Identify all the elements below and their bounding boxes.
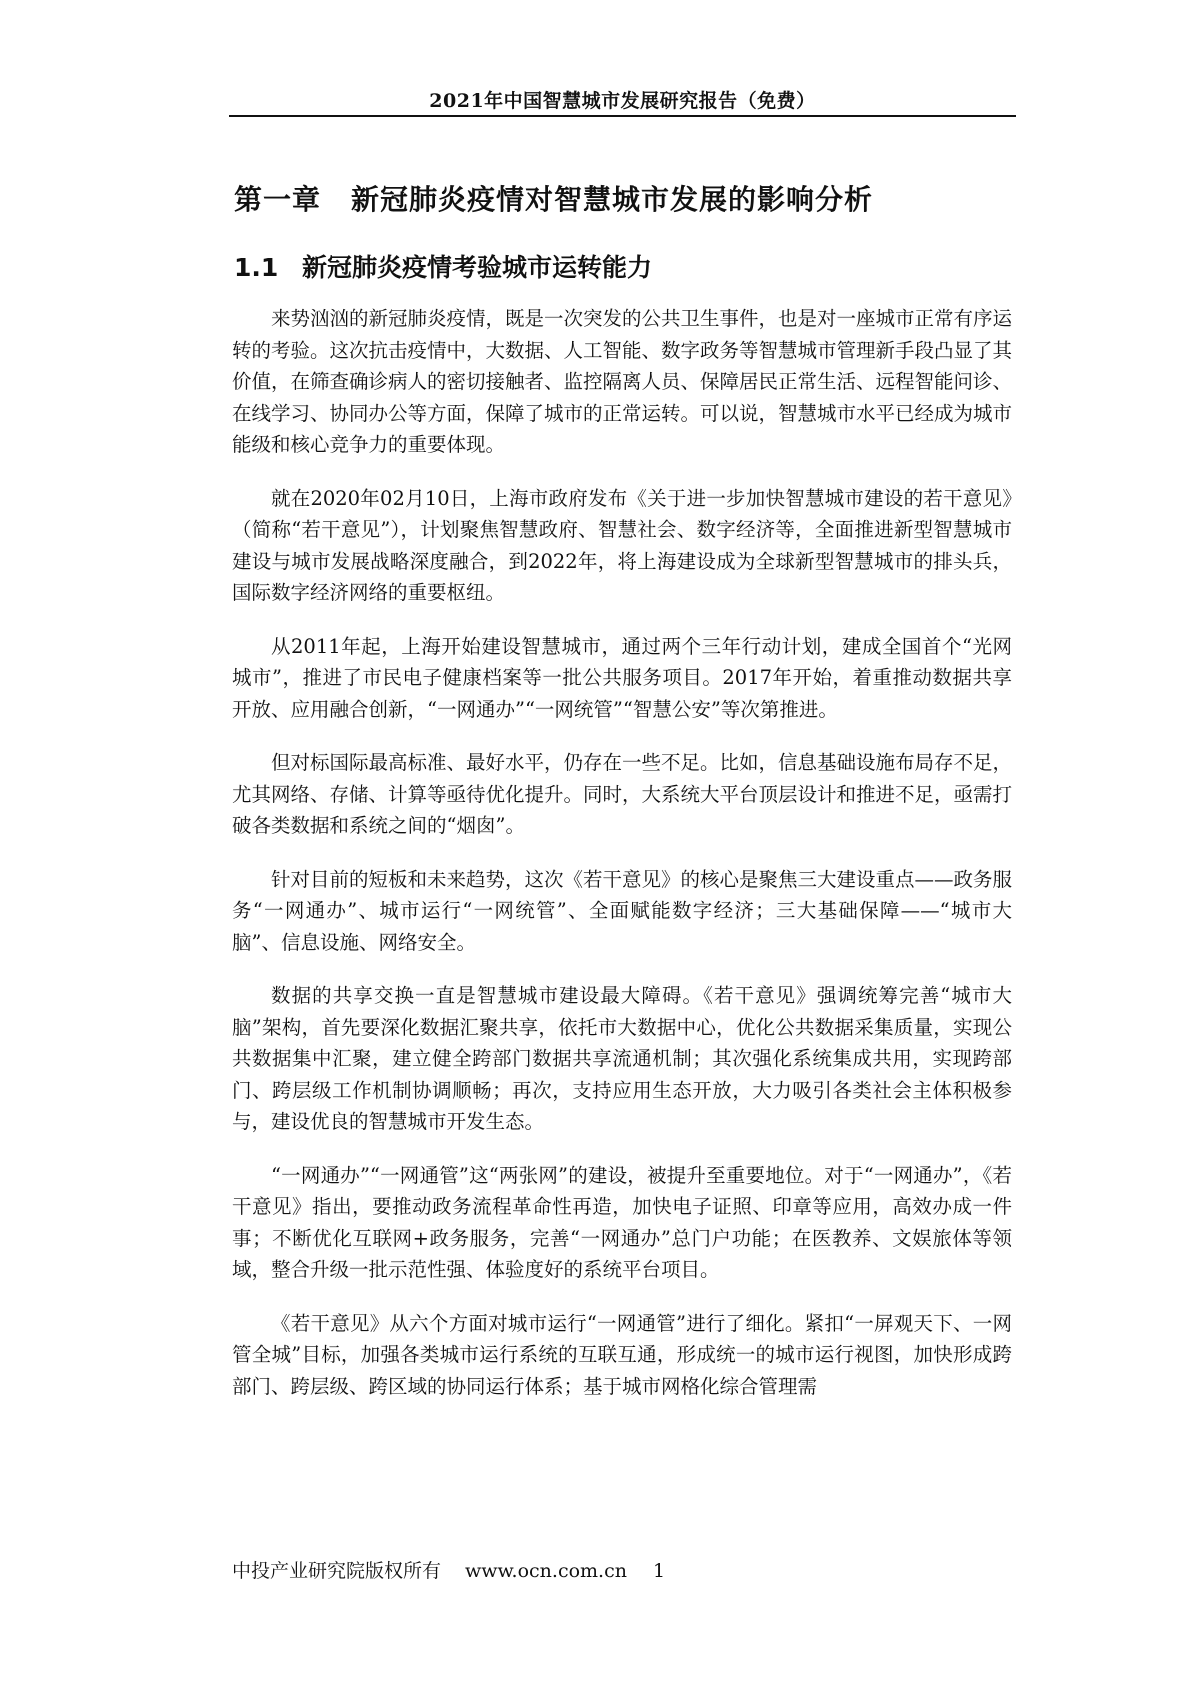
paragraph: 数据的共享交换一直是智慧城市建设最大障碍。《若干意见》强调统筹完善“城市大脑”架构，首先要深化数据汇聚共享，依托市大数据中心，优化公共数据采集质量，实现公共数据集中汇聚，建立健全跨部门数据共享流通机制；其次强化系统集成共用，实现跨部门、跨层级工作机制协调顺畅；再次，支持应用生态开放，大力吸引各类社会主体积极参与，建设优良的智慧城市开发生态。 bbox=[232, 984, 1012, 1133]
section-title bbox=[234, 248, 652, 284]
body-text bbox=[232, 303, 1012, 1424]
paragraph: 但对标国际最高标准、最好水平，仍存在一些不足。比如，信息基础设施布局存不足，尤其网络、存储、计算等亟待优化提升。同时，大系统大平台顶层设计和推进不足，亟需打破各类数据和系统之间的“烟囱”。 bbox=[232, 751, 1013, 837]
paragraph: 来势汹汹的新冠肺炎疫情，既是一次突发的公共卫生事件，也是对一座城市正常有序运转的考验。这次抗击疫情中，大数据、人工智能、数字政务等智慧城市管理新手段凸显了其价值，在筛查确诊病人的密切接触者、监控隔离人员、保障居民正常生活、远程智能问诊、在线学习、协同办公等方面，保障了城市的正常运转。可以说，智慧城市水平已经成为城市能级和核心竞争力的重要体现。 bbox=[232, 307, 1013, 456]
section-heading: 新冠肺炎疫情考验城市运转能力 bbox=[302, 253, 653, 282]
header-divider bbox=[229, 115, 1016, 117]
page-header: 2021年中国智慧城市发展研究报告（免费） bbox=[429, 90, 816, 112]
paragraph: 《若干意见》从六个方面对城市运行“一网通管”进行了细化。紧扣“一屏观天下、一网管全城”目标，加强各类城市运行系统的互联互通，形成统一的城市运行视图，加快形成跨部门、跨层级、跨区域的协同运行体系；基于城市网格化综合管理需 bbox=[232, 1311, 1012, 1398]
chapter-title bbox=[234, 178, 873, 218]
page-number: 1 bbox=[652, 1560, 666, 1582]
paragraph: “一网通办”“一网通管”这“两张网”的建设，被提升至重要地位。对于“一网通办”，《若干意见》指出，要推动政务流程革命性再造，加快电子证照、印章等应用，高效办成一件事；不断优化互联网+政务服务，完善“一网通办”总门户功能；在医教养、文娱旅体等领域，整合升级一批示范性强、体验度好的系统平台项目。 bbox=[232, 1163, 1012, 1281]
footer-website[interactable]: www.ocn.com.cn bbox=[465, 1560, 627, 1582]
paragraph: 就在2020年02月10日，上海市政府发布《关于进一步加快智慧城市建设的若干意见》（简称“若干意见”），计划聚焦智慧政府、智慧社会、数字经济等，全面推进新型智慧城市建设与城市发展战略深度融合，到2022年，将上海建设成为全球新型智慧城市的排头兵，国际数字经济网络的重要枢纽。 bbox=[232, 486, 1012, 604]
paragraph: 从2011年起，上海开始建设智慧城市，通过两个三年行动计划，建成全国首个“光网城市”，推进了市民电子健康档案等一批公共服务项目。2017年开始，着重推动数据共享开放、应用融合创新，“一网通办”“一网统管”“智慧公安”等次第推进。 bbox=[232, 634, 1012, 721]
section-number: 1.1 bbox=[234, 253, 279, 282]
chapter-heading: 新冠肺炎疫情对智慧城市发展的影响分析 bbox=[351, 183, 874, 216]
page-footer bbox=[232, 1556, 665, 1583]
footer-copyright: 中投产业研究院版权所有 bbox=[232, 1560, 442, 1582]
paragraph: 针对目前的短板和未来趋势，这次《若干意见》的核心是聚焦三大建设重点——政务服务“一网通办”、城市运行“一网统管”、全面赋能数字经济；三大基础保障——“城市大脑”、信息设施、网络安全。 bbox=[232, 867, 1013, 954]
chapter-label: 第一章 bbox=[234, 183, 322, 216]
